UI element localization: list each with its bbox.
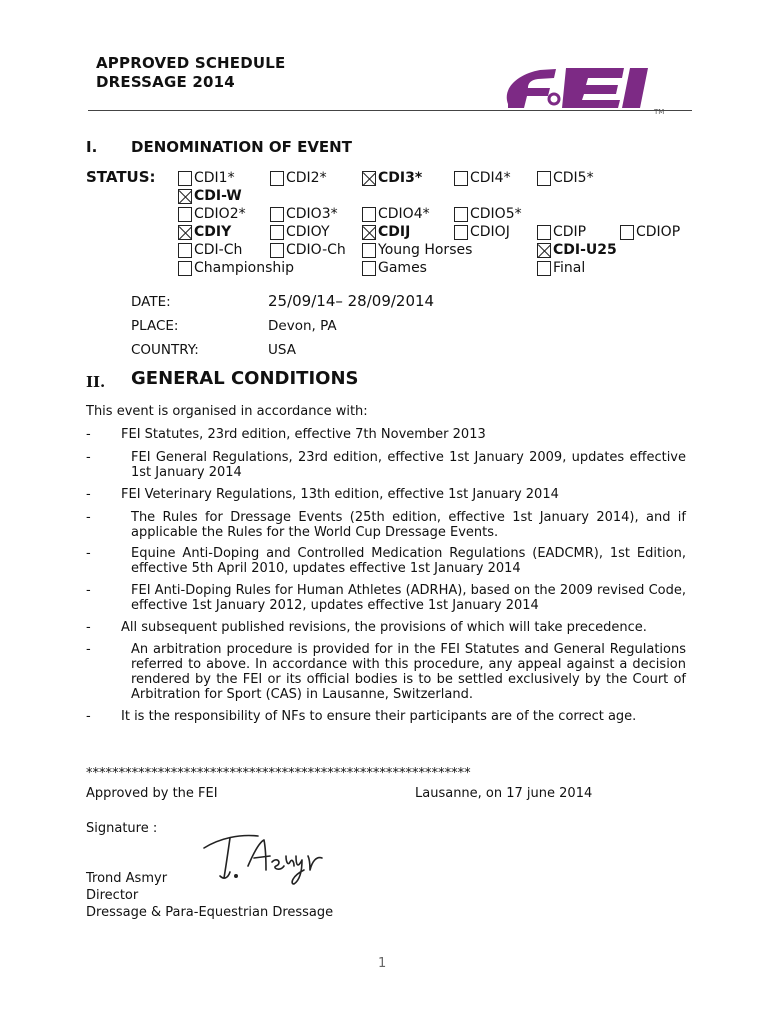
list-item: FEI General Regulations, 23rd edition, effective 1st January 2009, updates effective 1st January 2014 bbox=[131, 450, 686, 480]
checkbox-cdi4[interactable] bbox=[454, 169, 511, 187]
checkbox-label: CDI-W bbox=[194, 188, 242, 204]
list-item: An arbitration procedure is provided for in the FEI Statutes and General Regulations referred to above. In accordance with this procedure, any appeal against a decision rendered by the FEI or its official bodies is to be settled exclusively by the Court of Arbitration for Sport (CAS) in Lausanne, Switzerland. bbox=[131, 642, 686, 702]
checkbox-label: CDI3* bbox=[378, 170, 423, 186]
checkbox-box[interactable] bbox=[178, 171, 192, 186]
checkbox-cdioy[interactable] bbox=[270, 223, 330, 241]
checkbox-label: CDI5* bbox=[553, 170, 594, 186]
country-label: COUNTRY: bbox=[131, 342, 199, 358]
fei-logo bbox=[494, 58, 664, 116]
list-item: The Rules for Dressage Events (25th edition, effective 1st January 2014), and if applicable the Rules for the World Cup Dressage Events. bbox=[131, 510, 686, 540]
list-dash: - bbox=[86, 620, 91, 635]
date-label: DATE: bbox=[131, 294, 171, 310]
signatory-department: Dressage & Para-Equestrian Dressage bbox=[86, 905, 334, 920]
checkbox-label: CDI1* bbox=[194, 170, 235, 186]
checkbox-cdip[interactable] bbox=[537, 223, 586, 241]
checkbox-cdio5[interactable] bbox=[454, 205, 522, 223]
checkbox-box[interactable] bbox=[362, 207, 376, 222]
checkbox-box[interactable] bbox=[454, 207, 468, 222]
checkbox-label: CDIOJ bbox=[470, 224, 510, 240]
list-dash: - bbox=[86, 510, 91, 525]
checkbox-label: CDIP bbox=[553, 224, 587, 240]
checkbox-cdiy[interactable] bbox=[178, 223, 231, 241]
checkbox-championship[interactable] bbox=[178, 259, 294, 277]
list-item: FEI Anti-Doping Rules for Human Athletes (ADRHA), based on the 2009 revised Code, effective 1st January 2012, updates effective 1st January 2014 bbox=[131, 583, 686, 613]
checkbox-box[interactable] bbox=[270, 207, 284, 222]
checkbox-label: CDIO2* bbox=[194, 206, 246, 222]
title-line-1: APPROVED SCHEDULE bbox=[96, 54, 286, 72]
checkbox-cdi3[interactable] bbox=[362, 169, 422, 187]
approved-by-text: Approved by the FEI bbox=[86, 786, 218, 801]
checkbox-box[interactable] bbox=[537, 225, 551, 240]
separator-asterisks: *********************************************************** bbox=[86, 766, 471, 781]
list-item: FEI Statutes, 23rd edition, effective 7th November 2013 bbox=[121, 427, 486, 442]
page-number: 1 bbox=[378, 956, 387, 971]
checkbox-box[interactable] bbox=[454, 171, 468, 186]
list-item: Equine Anti-Doping and Controlled Medication Regulations (EADCMR), 1st Edition, effective 5th April 2010, updates effective 1st January 2014 bbox=[131, 546, 686, 576]
status-label: STATUS: bbox=[86, 168, 156, 186]
checkbox-final[interactable] bbox=[537, 259, 585, 277]
checkbox-box-checked[interactable] bbox=[178, 225, 192, 240]
trademark-mark: TM bbox=[654, 108, 664, 116]
checkbox-label: CDIOY bbox=[286, 224, 330, 240]
checkbox-box[interactable] bbox=[178, 243, 192, 258]
checkbox-label: CDI2* bbox=[286, 170, 327, 186]
section-2-number: II. bbox=[86, 373, 106, 391]
checkbox-label: Championship bbox=[194, 260, 295, 276]
checkbox-cdioj[interactable] bbox=[454, 223, 510, 241]
checkbox-label: CDIJ bbox=[378, 224, 411, 240]
list-dash: - bbox=[86, 583, 91, 598]
checkbox-label: Games bbox=[378, 260, 427, 276]
checkbox-cdio2[interactable] bbox=[178, 205, 246, 223]
title-divider bbox=[88, 110, 692, 111]
country-value: USA bbox=[268, 342, 296, 358]
checkbox-box-checked[interactable] bbox=[362, 171, 376, 186]
checkbox-box[interactable] bbox=[178, 207, 192, 222]
title-line-2: DRESSAGE 2014 bbox=[96, 73, 235, 91]
list-dash: - bbox=[86, 642, 91, 657]
checkbox-cdi2[interactable] bbox=[270, 169, 327, 187]
checkbox-box[interactable] bbox=[537, 171, 551, 186]
checkbox-cdiop[interactable] bbox=[620, 223, 680, 241]
list-item: All subsequent published revisions, the provisions of which will take precedence. bbox=[121, 620, 647, 635]
place-date-text: Lausanne, on 17 june 2014 bbox=[415, 786, 593, 801]
signatory-name: Trond Asmyr bbox=[86, 871, 168, 886]
checkbox-box[interactable] bbox=[270, 171, 284, 186]
list-dash: - bbox=[86, 709, 91, 724]
checkbox-box[interactable] bbox=[270, 225, 284, 240]
checkbox-label: CDIOP bbox=[636, 224, 681, 240]
checkbox-box[interactable] bbox=[454, 225, 468, 240]
list-dash: - bbox=[86, 546, 91, 561]
checkbox-box[interactable] bbox=[362, 243, 376, 258]
checkbox-label: Final bbox=[553, 260, 586, 276]
signatory-title: Director bbox=[86, 888, 139, 903]
place-value: Devon, PA bbox=[268, 318, 337, 334]
section-1-number: I. bbox=[86, 138, 98, 156]
section-2-title: GENERAL CONDITIONS bbox=[131, 368, 359, 389]
checkbox-games[interactable] bbox=[362, 259, 427, 277]
checkbox-box-checked[interactable] bbox=[362, 225, 376, 240]
intro-text: This event is organised in accordance with: bbox=[86, 404, 368, 419]
checkbox-label: CDIO-Ch bbox=[286, 242, 346, 258]
checkbox-cdi1[interactable] bbox=[178, 169, 235, 187]
checkbox-cdio-ch[interactable] bbox=[270, 241, 346, 259]
checkbox-box[interactable] bbox=[178, 261, 192, 276]
checkbox-cdio3[interactable] bbox=[270, 205, 338, 223]
checkbox-label: CDIO5* bbox=[470, 206, 522, 222]
handwritten-signature bbox=[200, 826, 330, 886]
section-1-title: DENOMINATION OF EVENT bbox=[131, 138, 352, 156]
checkbox-label: CDI4* bbox=[470, 170, 511, 186]
date-value: 25/09/14– 28/09/2014 bbox=[268, 292, 435, 310]
checkbox-young-horses[interactable] bbox=[362, 241, 472, 259]
checkbox-cdi-ch[interactable] bbox=[178, 241, 242, 259]
checkbox-label: CDI-U25 bbox=[553, 242, 617, 258]
checkbox-cdi5[interactable] bbox=[537, 169, 594, 187]
checkbox-box[interactable] bbox=[537, 261, 551, 276]
checkbox-label: CDIY bbox=[194, 224, 232, 240]
checkbox-box[interactable] bbox=[270, 243, 284, 258]
checkbox-label: Young Horses bbox=[378, 242, 473, 258]
checkbox-label: CDIO3* bbox=[286, 206, 338, 222]
checkbox-box[interactable] bbox=[620, 225, 634, 240]
list-dash: - bbox=[86, 450, 91, 465]
signature-label: Signature : bbox=[86, 821, 158, 836]
page-title bbox=[96, 54, 285, 92]
checkbox-label: CDI-Ch bbox=[194, 242, 243, 258]
place-label: PLACE: bbox=[131, 318, 179, 334]
list-item: It is the responsibility of NFs to ensure their participants are of the correct age. bbox=[121, 709, 637, 724]
list-item: FEI Veterinary Regulations, 13th edition, effective 1st January 2014 bbox=[121, 487, 559, 502]
checkbox-cdi-u25[interactable] bbox=[537, 241, 617, 259]
checkbox-box-checked[interactable] bbox=[178, 189, 192, 204]
checkbox-box[interactable] bbox=[362, 261, 376, 276]
checkbox-cdio4[interactable] bbox=[362, 205, 430, 223]
list-dash: - bbox=[86, 427, 91, 442]
list-dash: - bbox=[86, 487, 91, 502]
checkbox-box-checked[interactable] bbox=[537, 243, 551, 258]
checkbox-label: CDIO4* bbox=[378, 206, 430, 222]
checkbox-cdij[interactable] bbox=[362, 223, 410, 241]
checkbox-cdi-w[interactable] bbox=[178, 187, 242, 205]
